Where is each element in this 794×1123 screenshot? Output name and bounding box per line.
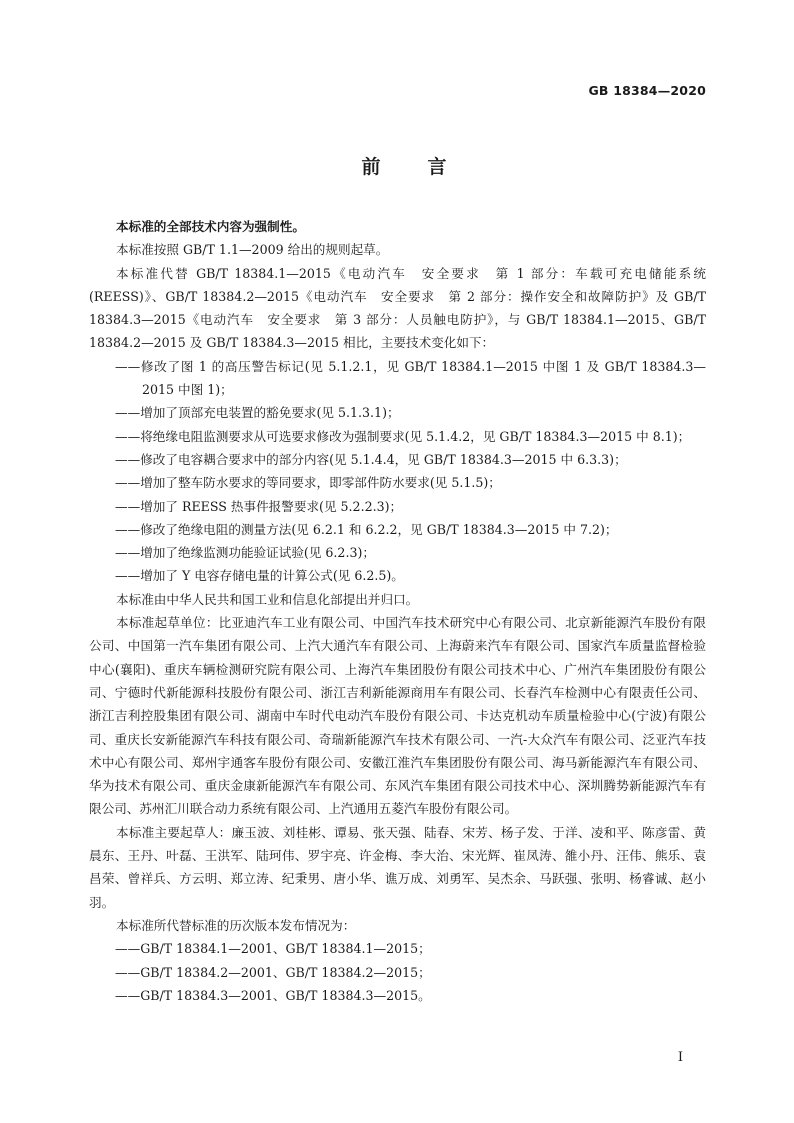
change-item: ——修改了电容耦合要求中的部分内容(见 5.1.4.4，见 GB/T 18384.3—2015 中 6.3.3)； <box>115 451 627 467</box>
change-item: ——增加了 Y 电容存储电量的计算公式(见 6.2.5)。 <box>115 568 404 584</box>
history-item: ——GB/T 18384.1—2001、GB/T 18384.1—2015； <box>115 941 431 957</box>
change-item: ——增加了 REESS 热事件报警要求(见 5.2.2.3)； <box>115 498 403 514</box>
change-item: ——增加了绝缘监测功能验证试验(见 6.2.3)； <box>115 545 375 561</box>
drafting-rules-paragraph: 本标准按照 GB/T 1.1—2009 给出的规则起草。 <box>116 242 389 258</box>
change-item: ——将绝缘电阻监测要求从可选要求修改为强制要求(见 5.1.4.2，见 GB/T 18384.3—2015 中 8.1)； <box>115 428 691 444</box>
proposer-paragraph: 本标准由中华人民共和国工业和信息化部提出并归口。 <box>116 591 419 607</box>
change-item: ——增加了整车防水要求的等同要求，即零部件防水要求(见 5.1.5)； <box>115 475 501 491</box>
foreword-content <box>89 215 706 1007</box>
change-item: ——修改了绝缘电阻的测量方法(见 6.2.1 和 6.2.2，见 GB/T 18384.3—2015 中 7.2)； <box>115 521 618 537</box>
history-intro-paragraph: 本标准所代替标准的历次版本发布情况为： <box>116 917 356 933</box>
change-item: ——修改了图 1 的高压警告标记(见 5.1.2.1，见 GB/T 18384.1—2015 中图 1 及 GB/T 18384.3—2015 中图 1)； <box>115 358 706 398</box>
mandatory-statement: 本标准的全部技术内容为强制性。 <box>116 219 305 234</box>
replacement-paragraph: 本标准代替 GB/T 18384.1—2015《电动汽车 安全要求 第 1 部分：车载可充电储能系统(REESS)》、GB/T 18384.2—2015《电动汽车 安全要求 第 2 部分：操作安全和故障防护》及 GB/T 18384.3—2015《电动汽车 安全要求 第 3 部分：人员触电防护》，与 GB/T 18384.1—2015、GB/T 18384.2—2015 及 GB/T 18384.3—2015 相比，主要技术变化如下： <box>89 265 706 351</box>
change-item: ——增加了顶部充电装置的豁免要求(见 5.1.3.1)； <box>115 405 400 421</box>
standard-code: GB 18384—2020 <box>588 83 706 98</box>
page-title: 前 言 <box>361 156 461 178</box>
history-item: ——GB/T 18384.2—2001、GB/T 18384.2—2015； <box>115 964 431 980</box>
page-number: Ⅰ <box>677 1050 683 1065</box>
history-item: ——GB/T 18384.3—2001、GB/T 18384.3—2015。 <box>115 987 431 1003</box>
drafting-units-paragraph: 本标准起草单位：比亚迪汽车工业有限公司、中国汽车技术研究中心有限公司、北京新能源汽车股份有限公司、中国第一汽车集团有限公司、上汽大通汽车有限公司、上海蔚来汽车有限公司、国家汽车质量监督检验中心(襄阳)、重庆车辆检测研究院有限公司、上海汽车集团股份有限公司技术中心、广州汽车集团股份有限公司、宁德时代新能源科技股份有限公司、浙江吉利新能源商用车有限公司、长春汽车检测中心有限责任公司、浙江吉利控股集团有限公司、湖南中车时代电动汽车股份有限公司、卡达克机动车质量检验中心(宁波)有限公司、重庆长安新能源汽车科技有限公司、奇瑞新能源汽车技术有限公司、一汽-大众汽车有限公司、泛亚汽车技术中心有限公司、郑州宇通客车股份有限公司、安徽江淮汽车集团股份有限公司、海马新能源汽车有限公司、华为技术有限公司、重庆金康新能源汽车有限公司、东风汽车集团有限公司技术中心、深圳腾势新能源汽车有限公司、苏州汇川联合动力系统有限公司、上汽通用五菱汽车股份有限公司。 <box>89 615 706 817</box>
drafters-paragraph: 本标准主要起草人：廉玉波、刘桂彬、谭易、张天强、陆春、宋芳、杨子发、于洋、凌和平、陈彦雷、黄晨东、王丹、叶磊、王洪军、陆珂伟、罗宇亮、许金梅、李大治、宋光辉、崔凤涛、雒小丹、汪伟、熊乐、袁昌荣、曾祥兵、方云明、郑立涛、纪秉男、唐小华、谯万成、刘勇军、吴杰余、马跃强、张明、杨睿诚、赵小羽。 <box>89 824 706 910</box>
